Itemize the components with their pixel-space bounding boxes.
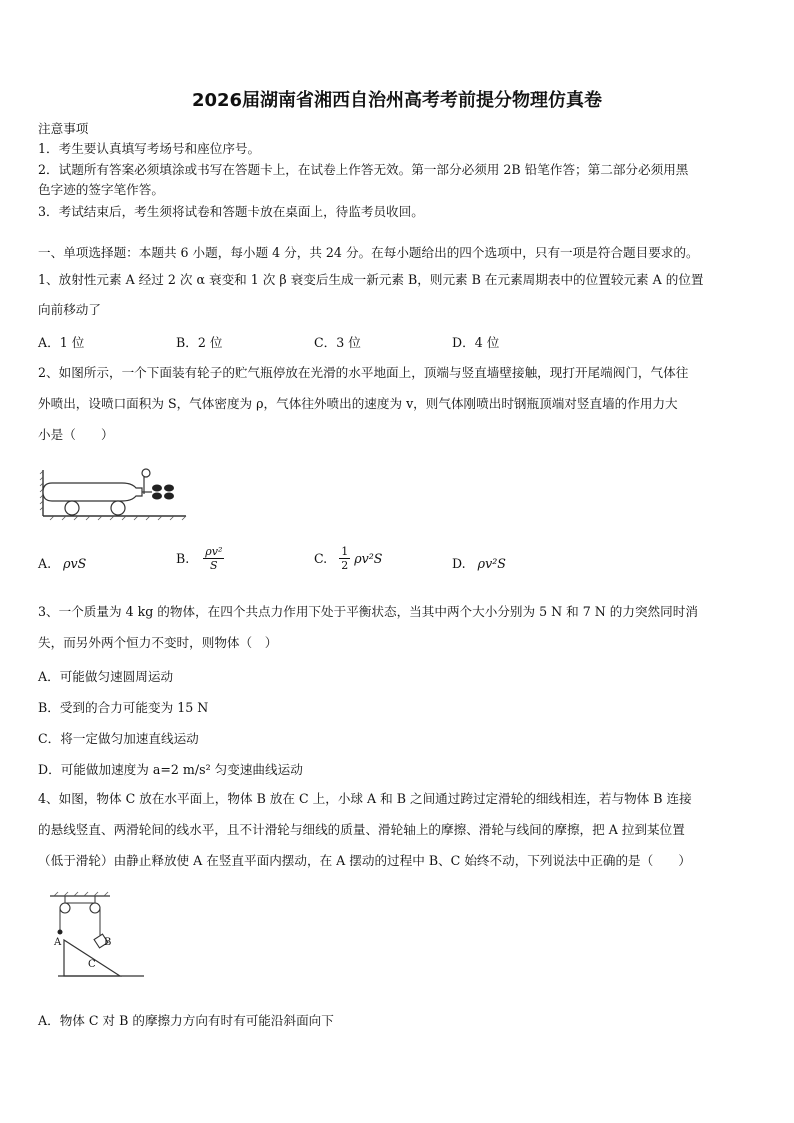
q2-option-a-expr: ρvS	[63, 556, 87, 571]
q2-option-c-expr: ρv²S	[354, 551, 383, 566]
q2-option-b-numerator: ρv²	[205, 545, 223, 558]
section-heading: 一、单项选择题：本题共 6 小题，每小题 4 分，共 24 分。在每小题给出的四个选项中，只有一项是符合题目要求的。	[38, 245, 699, 260]
q3-stem-line1: 3、一个质量为 4 kg 的物体，在四个共点力作用下处于平衡状态，当其中两个大小分别为 5 N 和 7 N 的力突然同时消	[38, 604, 698, 619]
q3-option-b: B．受到的合力可能变为 15 N	[38, 700, 209, 715]
q2-option-d-expr: ρv²S	[477, 556, 506, 571]
q1-stem-line1: 1、放射性元素 A 经过 2 次 α 衰变和 1 次 β 衰变后生成一新元素 B，则元素 B 在元素周期表中的位置较元素 A 的位置	[38, 272, 704, 287]
q3-option-d: D．可能做加速度为 a=2 m/s² 匀变速曲线运动	[38, 762, 303, 777]
q1-stem-line2: 向前移动了	[38, 302, 101, 317]
q2-option-b-fraction	[203, 545, 224, 572]
q4-option-a: A．物体 C 对 B 的摩擦力方向有时有可能沿斜面向下	[38, 1013, 334, 1028]
q2-option-b	[176, 545, 224, 572]
q2-stem-line3: 小是（ ）	[38, 427, 114, 442]
q2-option-d	[452, 556, 506, 571]
q4-stem-line1: 4、如图，物体 C 放在水平面上，物体 B 放在 C 上，小球 A 和 B 之间通过跨过定滑轮的细线相连，若与物体 B 连接	[38, 791, 692, 806]
notice-heading: 注意事项	[38, 121, 89, 136]
q2-gas-bottle-figure	[40, 464, 190, 522]
q2-option-c-denominator: 2	[341, 559, 349, 572]
q2-option-b-label: B.	[176, 551, 190, 566]
q2-option-c-fraction	[339, 545, 350, 572]
q1-option-a: A．1 位	[38, 335, 85, 350]
notice-item-2: 2．试题所有答案必须填涂或书写在答题卡上，在试卷上作答无效。第一部分必须用 2B 铅笔作答；第二部分必须用黑	[38, 162, 689, 177]
q2-option-a-label: A.	[38, 556, 52, 571]
q2-stem-line1: 2、如图所示，一个下面装有轮子的贮气瓶停放在光滑的水平地面上，顶端与竖直墙壁接触，现打开尾端阀门，气体往	[38, 365, 689, 380]
q4-stem-line2: 的悬线竖直、两滑轮间的线水平，且不计滑轮与细线的质量、滑轮轴上的摩擦、滑轮与线间的摩擦，把 A 拉到某位置	[38, 822, 685, 837]
q1-option-d: D．4 位	[452, 335, 500, 350]
notice-item-1: 1．考生要认真填写考场号和座位序号。	[38, 141, 261, 156]
q4-label-c: C	[88, 959, 96, 970]
q3-option-c: C．将一定做匀加速直线运动	[38, 731, 199, 746]
notice-item-3: 3．考试结束后，考生须将试卷和答题卡放在桌面上，待监考员收回。	[38, 204, 424, 219]
page-title: 2026届湖南省湘西自治州高考考前提分物理仿真卷	[191, 90, 603, 111]
q3-stem-line2: 失，而另外两个恒力不变时，则物体（ ）	[38, 635, 278, 650]
q2-stem-line2: 外喷出，设喷口面积为 S，气体密度为 ρ，气体往外喷出的速度为 v，则气体刚喷出时钢瓶顶端对竖直墙的作用力大	[38, 396, 678, 411]
q2-option-c	[314, 545, 382, 572]
q2-option-c-numerator: 1	[341, 545, 349, 558]
q4-stem-line3: （低于滑轮）由静止释放使 A 在竖直平面内摆动，在 A 摆动的过程中 B、C 始终不动，下列说法中正确的是（ ）	[38, 853, 692, 868]
q4-label-a: A	[54, 937, 62, 948]
q4-pulley-figure	[40, 892, 150, 982]
q1-option-b: B．2 位	[176, 335, 223, 350]
q2-option-d-label: D.	[452, 556, 466, 571]
q2-option-a	[38, 556, 86, 571]
q2-option-b-denominator: S	[210, 559, 218, 572]
q1-option-c: C．3 位	[314, 335, 361, 350]
q4-label-b: B	[104, 937, 112, 948]
notice-item-2-cont: 色字迹的签字笔作答。	[38, 182, 164, 197]
q2-option-c-label: C.	[314, 551, 328, 566]
q3-option-a: A．可能做匀速圆周运动	[38, 669, 174, 684]
